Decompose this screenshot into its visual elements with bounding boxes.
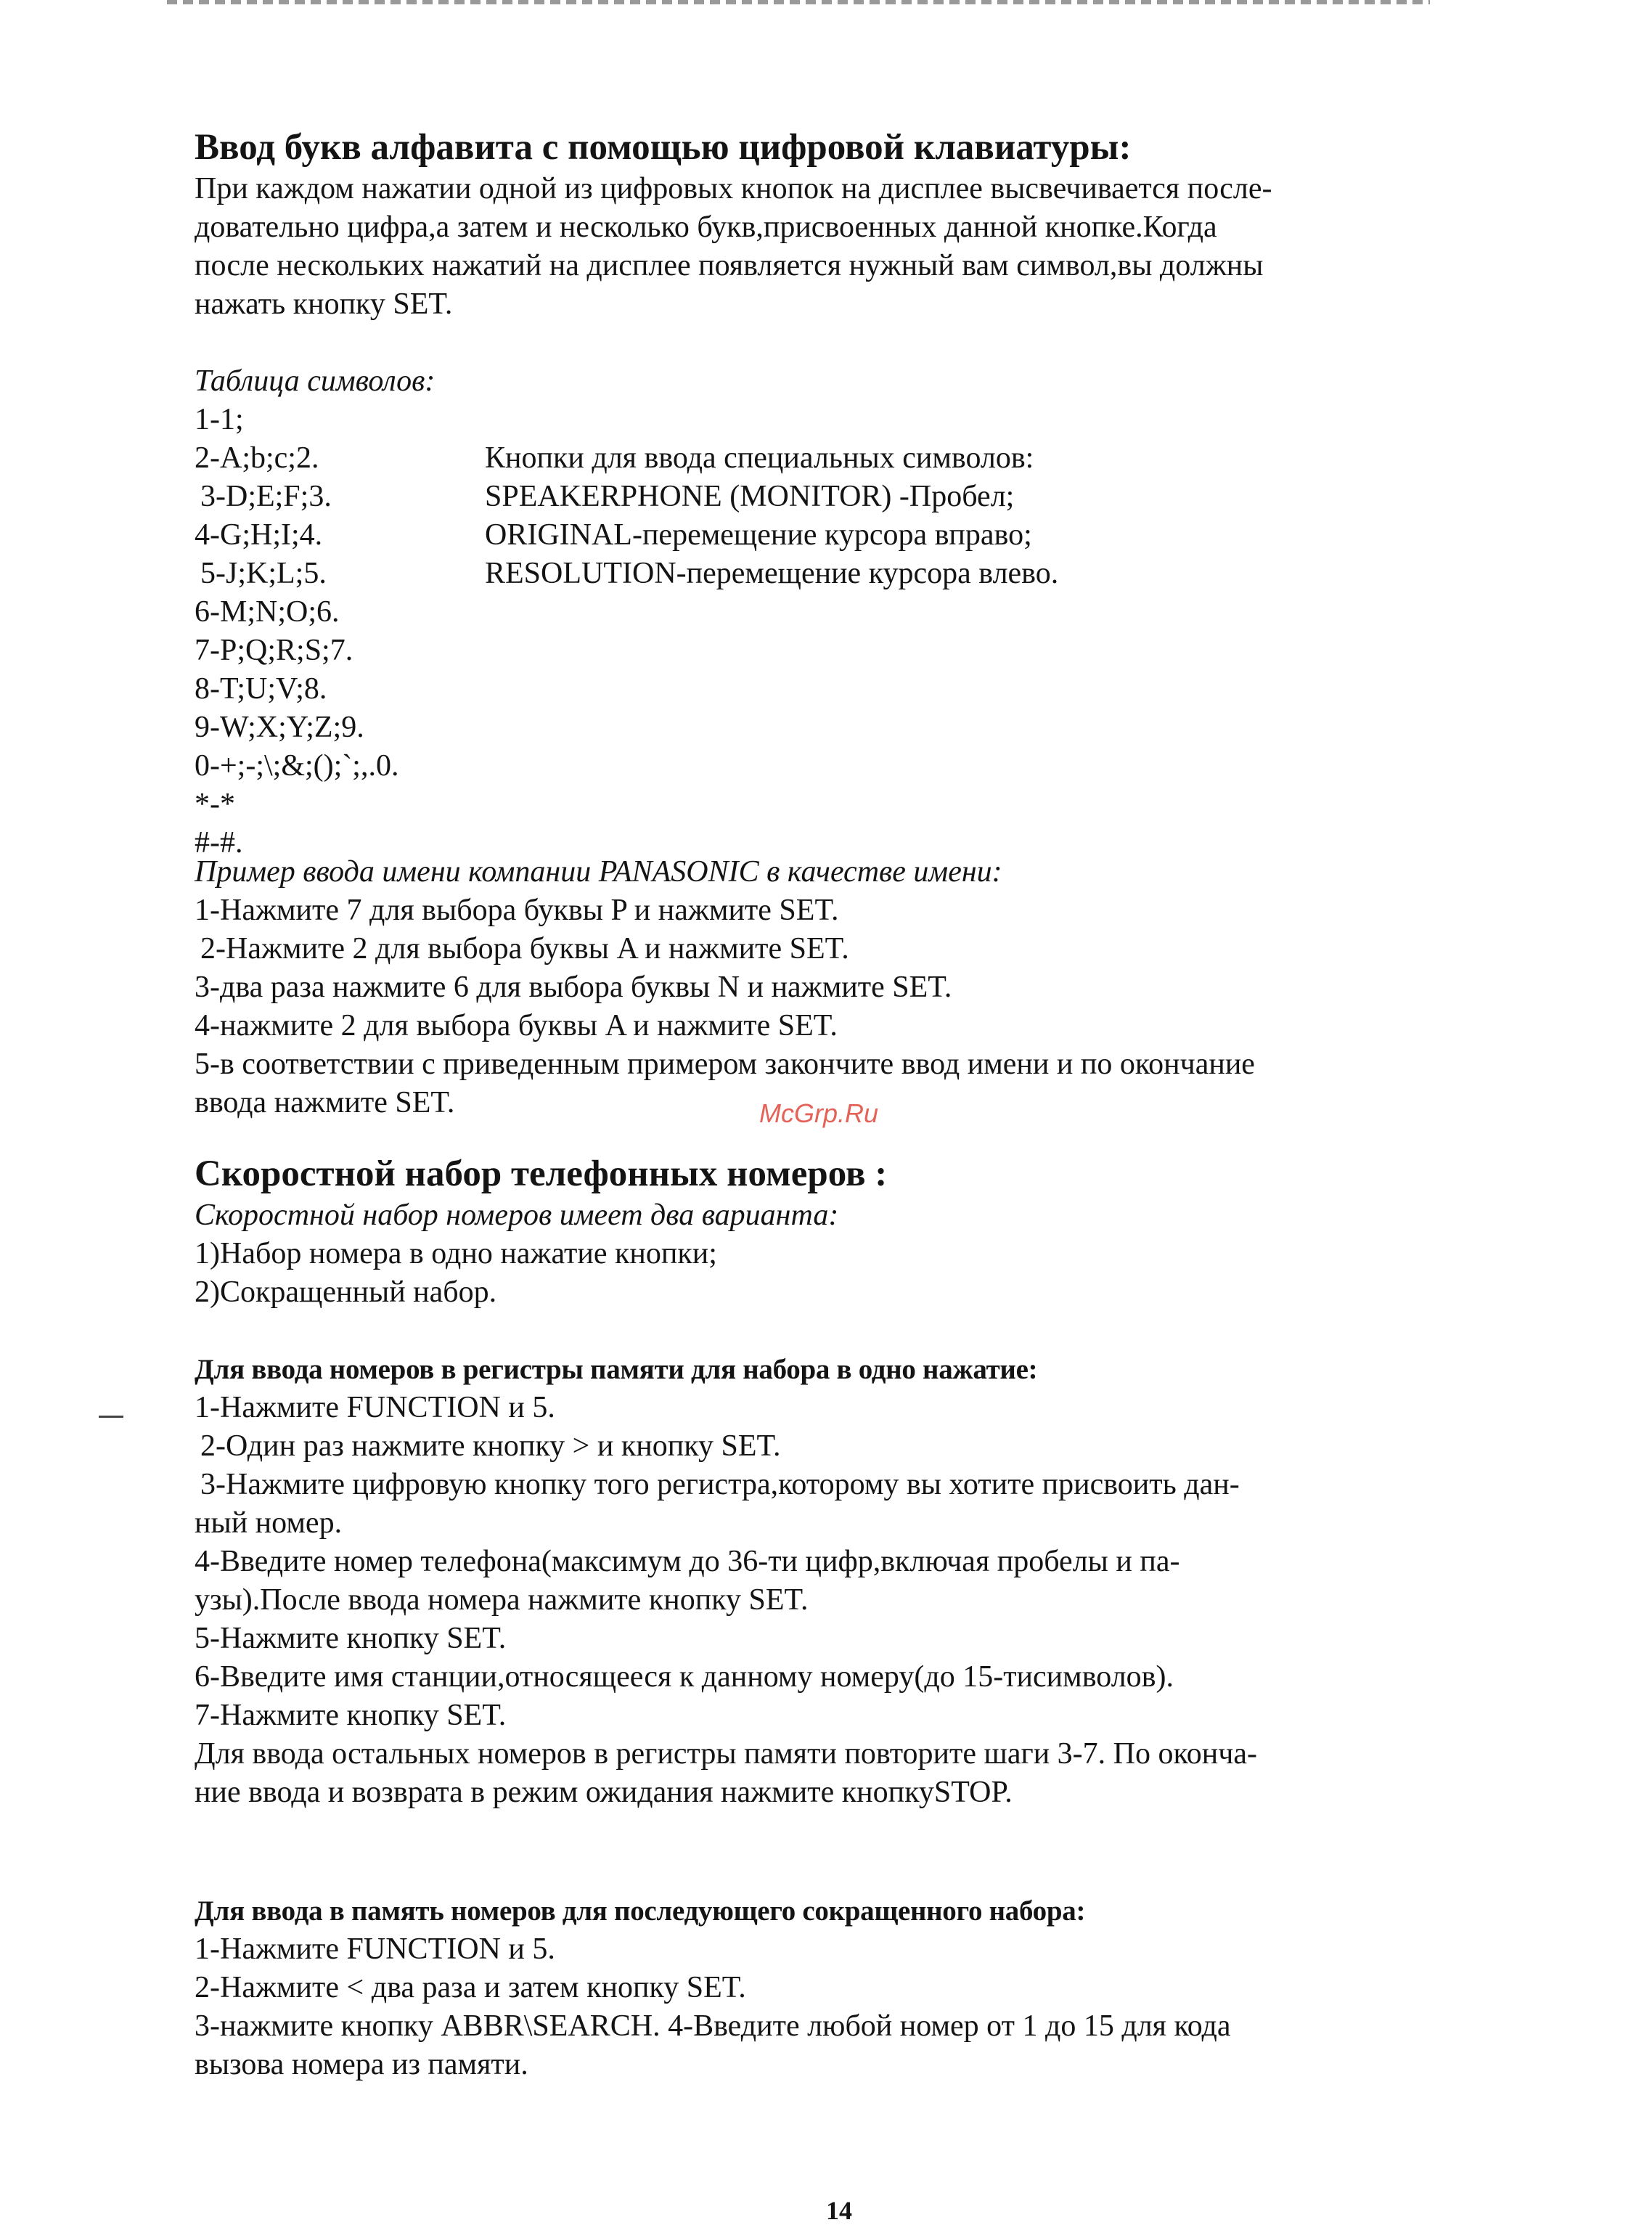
special-key-line: RESOLUTION-перемещение курсора влево. xyxy=(485,557,1059,590)
symbol-table-rows xyxy=(195,401,398,862)
page-number: 14 xyxy=(826,2196,852,2225)
special-keys-title: Кнопки для ввода специальных символов: xyxy=(485,441,1034,475)
symbol-row: 8-T;U;V;8. xyxy=(195,672,327,706)
scan-top-edge xyxy=(167,0,1430,4)
symbol-row: 7-P;Q;R;S;7. xyxy=(195,634,353,667)
symbol-row: 2-A;b;c;2. xyxy=(195,441,319,475)
paragraph-line: нажать кнопку SET. xyxy=(195,287,453,321)
alphabet-input-paragraph xyxy=(195,170,1487,324)
example-title: Пример ввода имени компании PANASONIC в качестве имени: xyxy=(195,855,1002,889)
one-touch-line: 2-Один раз нажмите кнопку > и кнопку SET. xyxy=(200,1429,781,1463)
abbreviated-dial-title: Для ввода в память номеров для последующего сокращенного набора: xyxy=(195,1895,1086,1927)
symbol-row: 6-M;N;O;6. xyxy=(195,595,340,629)
special-key-line: ORIGINAL-перемещение курсора вправо; xyxy=(485,518,1032,552)
one-touch-steps xyxy=(195,1389,1487,1812)
site-watermark: McGrp.Ru xyxy=(759,1098,879,1128)
example-step: 2-Нажмите 2 для выбора буквы A и нажмите SET. xyxy=(200,932,849,966)
special-key-line: SPEAKERPHONE (MONITOR) -Пробел; xyxy=(485,480,1015,513)
speed-dial-option: 1)Набор номера в одно нажатие кнопки; xyxy=(195,1237,717,1270)
example-step: 4-нажмите 2 для выбора буквы A и нажмите SET. xyxy=(195,1009,838,1042)
abbreviated-line: 3-нажмите кнопку ABBR\SEARCH. 4-Введите любой номер от 1 до 15 для кода xyxy=(195,2009,1231,2043)
symbol-row: 4-G;H;I;4. xyxy=(195,518,323,552)
abbreviated-dial-steps xyxy=(195,1930,1487,2084)
margin-dash-mark xyxy=(99,1416,123,1418)
paragraph-line: При каждом нажатии одной из цифровых кнопок на дисплее высвечивается после- xyxy=(195,172,1272,205)
example-step: 1-Нажмите 7 для выбора буквы P и нажмите SET. xyxy=(195,894,839,927)
one-touch-line: 6-Введите имя станции,относящееся к данному номеру(до 15-тисимволов). xyxy=(195,1660,1174,1694)
example-step: ввода нажмите SET. xyxy=(195,1086,455,1119)
abbreviated-line: 1-Нажмите FUNCTION и 5. xyxy=(195,1932,555,1966)
symbol-table xyxy=(195,401,1487,860)
abbreviated-line: вызова номера из памяти. xyxy=(195,2048,528,2081)
symbol-row: 5-J;K;L;5. xyxy=(200,557,327,590)
section-title-speed-dial: Скоростной набор телефонных номеров : xyxy=(195,1154,888,1194)
example-steps xyxy=(195,891,1487,1122)
symbol-row: 0-+;-;\;&;();`;,.0. xyxy=(195,749,399,783)
speed-dial-subtitle: Скоростной набор номеров имеет два варианта: xyxy=(195,1199,839,1232)
symbol-row: 9-W;X;Y;Z;9. xyxy=(195,711,364,744)
one-touch-line: ние ввода и возврата в режим ожидания нажмите кнопкуSTOP. xyxy=(195,1776,1013,1809)
one-touch-line: 1-Нажмите FUNCTION и 5. xyxy=(195,1391,555,1424)
example-step: 3-два раза нажмите 6 для выбора буквы N и нажмите SET. xyxy=(195,971,952,1004)
abbreviated-line: 2-Нажмите < два раза и затем кнопку SET. xyxy=(195,1971,746,2004)
example-step: 5-в соответствии с приведенным примером закончите ввод имени и по окончание xyxy=(195,1048,1255,1081)
symbol-row: 3-D;E;F;3. xyxy=(200,480,332,513)
symbol-table-title: Таблица символов: xyxy=(195,364,436,398)
symbol-row: #-#. xyxy=(195,826,243,860)
symbol-row: 1-1; xyxy=(195,403,244,436)
one-touch-line: ный номер. xyxy=(195,1506,343,1540)
speed-dial-option: 2)Сокращенный набор. xyxy=(195,1275,497,1309)
one-touch-line: 3-Нажмите цифровую кнопку того регистра,которому вы хотите присвоить дан- xyxy=(200,1468,1240,1501)
one-touch-line: узы).После ввода номера нажмите кнопку SET. xyxy=(195,1583,809,1617)
section-title-alphabet-input: Ввод букв алфавита с помощью цифровой клавиатуры: xyxy=(195,127,1132,168)
special-keys-block xyxy=(485,439,1058,593)
one-touch-line: Для ввода остальных номеров в регистры памяти повторите шаги 3-7. По оконча- xyxy=(195,1737,1257,1771)
one-touch-title: Для ввода номеров в регистры памяти для набора в одно нажатие: xyxy=(195,1354,1038,1385)
paragraph-line: после нескольких нажатий на дисплее появляется нужный вам символ,вы должны xyxy=(195,249,1264,282)
one-touch-line: 5-Нажмите кнопку SET. xyxy=(195,1622,507,1655)
one-touch-line: 7-Нажмите кнопку SET. xyxy=(195,1699,507,1732)
one-touch-line: 4-Введите номер телефона(максимум до 36-ти цифр,включая пробелы и па- xyxy=(195,1545,1180,1578)
paragraph-line: довательно цифра,а затем и несколько букв,присвоенных данной кнопке.Когда xyxy=(195,211,1217,244)
symbol-row: *-* xyxy=(195,788,235,821)
